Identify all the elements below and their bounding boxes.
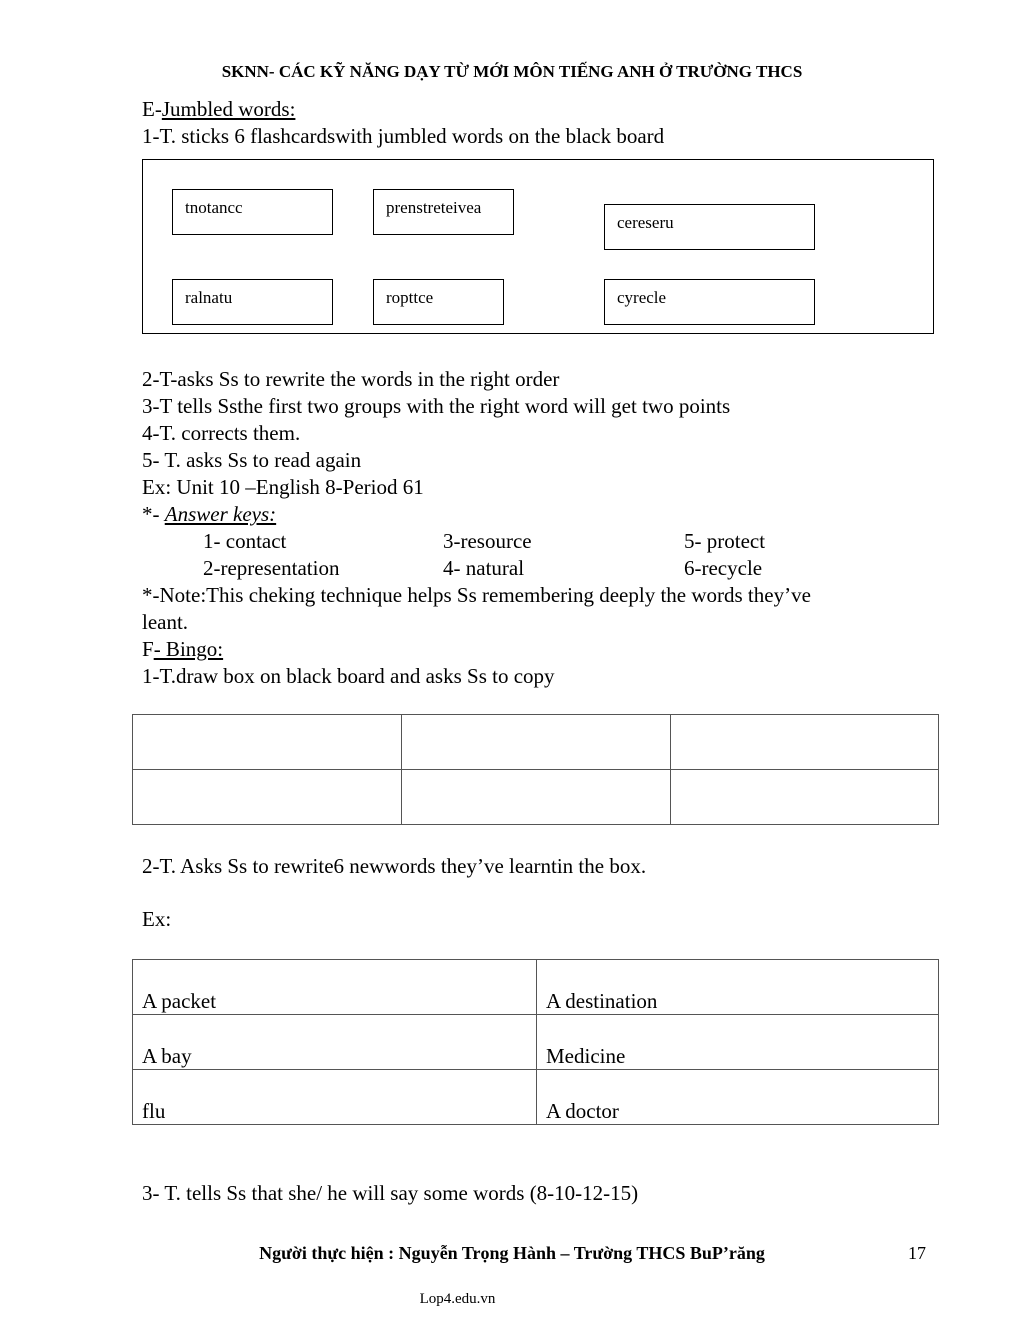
page-header: SKNN- CÁC KỸ NĂNG DẠY TỪ MỚI MÔN TIẾNG ANH Ở TRƯỜNG THCS <box>221 62 803 81</box>
answer-keys-title: Answer keys: <box>164 502 277 526</box>
bingo-cell <box>133 770 402 825</box>
bingo-cell <box>671 715 939 770</box>
answer-1: 1- contact <box>203 529 287 553</box>
flashcard-5: ropttce <box>373 279 504 325</box>
section-f-step2: 2-T. Asks Ss to rewrite6 newwords they’ve learntin the box. <box>142 854 647 878</box>
section-f-ex-label: Ex: <box>142 907 172 931</box>
bingo-cell <box>402 715 671 770</box>
table-cell: flu <box>133 1070 537 1125</box>
section-f-step1: 1-T.draw box on black board and asks Ss to copy <box>142 664 555 688</box>
note-line-2: leant. <box>142 610 189 634</box>
answer-6: 6-recycle <box>684 556 763 580</box>
flashcard-1: tnotancc <box>172 189 333 235</box>
example-words-table <box>132 959 939 1125</box>
section-f-heading <box>142 636 223 663</box>
section-e-title: Jumbled words: <box>161 97 296 121</box>
footer-site: Lop4.edu.vn <box>419 1291 496 1307</box>
section-f-prefix: F <box>142 637 154 661</box>
table-cell: A packet <box>133 960 537 1015</box>
bingo-grid <box>132 714 939 825</box>
flashcard-2: prenstreteivea <box>373 189 514 235</box>
section-e-step5: 5- T. asks Ss to read again <box>142 448 362 472</box>
answer-keys-heading <box>142 501 276 528</box>
section-f-title: - Bingo: <box>153 637 224 661</box>
table-cell: A bay <box>133 1015 537 1070</box>
section-e-heading <box>142 96 295 123</box>
bingo-cell <box>671 770 939 825</box>
section-e-step4: 4-T. corrects them. <box>142 421 301 445</box>
section-e-prefix: E- <box>142 97 162 121</box>
answer-3: 3-resource <box>443 529 532 553</box>
note-line-1: *-Note:This cheking technique helps Ss remembering deeply the words they’ve <box>142 583 811 607</box>
flashcard-3: cereseru <box>604 204 815 250</box>
bingo-cell <box>402 770 671 825</box>
section-e-step2: 2-T-asks Ss to rewrite the words in the right order <box>142 367 560 391</box>
footer-author: Người thực hiện : Nguyễn Trọng Hành – Trường THCS BuP’răng <box>259 1243 765 1263</box>
table-cell: A destination <box>537 960 939 1015</box>
table-cell: A doctor <box>537 1070 939 1125</box>
bingo-cell <box>133 715 402 770</box>
page-number: 17 <box>908 1243 926 1263</box>
section-e-example: Ex: Unit 10 –English 8-Period 61 <box>142 475 424 499</box>
section-e-step3: 3-T tells Ssthe first two groups with the right word will get two points <box>142 394 731 418</box>
flashcard-6: cyrecle <box>604 279 815 325</box>
section-e-step1: 1-T. sticks 6 flashcardswith jumbled words on the black board <box>142 124 665 148</box>
answer-keys-prefix: *- <box>142 502 165 526</box>
answer-5: 5- protect <box>684 529 766 553</box>
answer-2: 2-representation <box>203 556 340 580</box>
answer-4: 4- natural <box>443 556 525 580</box>
flashcard-4: ralnatu <box>172 279 333 325</box>
table-cell: Medicine <box>537 1015 939 1070</box>
section-f-step3: 3- T. tells Ss that she/ he will say some words (8-10-12-15) <box>142 1181 639 1205</box>
